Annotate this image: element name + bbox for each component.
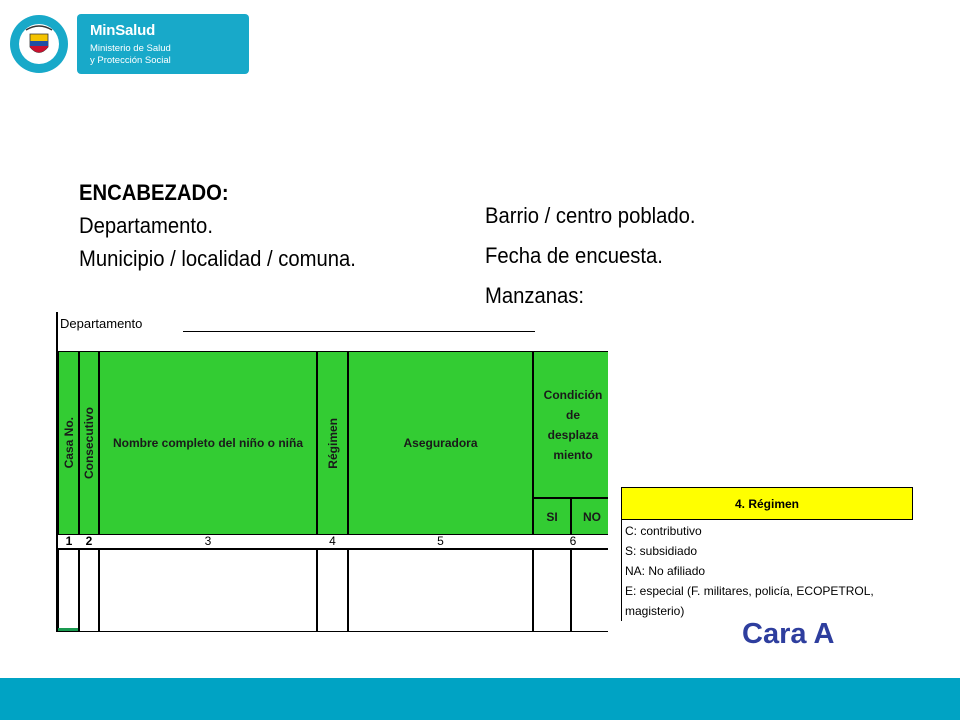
- data-cell-regimen: [317, 549, 348, 632]
- legend-item: C: contributivo: [625, 524, 702, 538]
- header-condicion-text: Condición de desplaza miento: [543, 387, 603, 462]
- header-consecutivo: [79, 351, 99, 535]
- footer-bar: [0, 678, 960, 720]
- colnum-1: 1: [65, 534, 73, 548]
- header-nombre: [99, 351, 317, 535]
- colnum-3: 3: [204, 534, 212, 548]
- manzanas-label: Manzanas:: [485, 283, 585, 308]
- data-cell-no: [571, 549, 608, 632]
- sheet-departamento-label: Departamento: [60, 316, 143, 331]
- barrio-label: Barrio / centro poblado.: [485, 203, 696, 228]
- legend-item: magisterio): [625, 604, 685, 618]
- header-no-text: NO: [583, 509, 601, 524]
- colnum-2: 2: [85, 534, 93, 548]
- legend-item: NA: No afiliado: [625, 564, 706, 578]
- regimen-legend: [621, 487, 913, 621]
- data-cell-casa: [58, 549, 79, 632]
- header-si: [533, 498, 571, 535]
- legend-title: 4. Régimen: [621, 487, 913, 520]
- header-si-text: SI: [546, 509, 558, 524]
- header-aseguradora: [348, 351, 533, 535]
- header-no: [571, 498, 608, 535]
- logo-subtitle-2: y Protección Social: [90, 55, 171, 66]
- encabezado-heading: ENCABEZADO:: [79, 180, 229, 205]
- form-sheet: [56, 312, 608, 632]
- colnum-6: 6: [569, 534, 577, 548]
- colnum-5: 5: [437, 534, 444, 548]
- legend-item: S: subsidiado: [625, 544, 698, 558]
- header-fields-right: [485, 196, 696, 316]
- header-fields-left: [79, 176, 356, 275]
- legend-body: [621, 520, 913, 621]
- departamento-label: Departamento.: [79, 213, 213, 238]
- data-cell-aseguradora: [348, 549, 533, 632]
- legend-item: E: especial (F. militares, policía, ECOPETROL,: [625, 584, 874, 598]
- colombia-seal-icon: [8, 14, 74, 74]
- header-aseguradora-text: Aseguradora: [403, 436, 478, 450]
- logo-title: MinSalud: [90, 22, 156, 39]
- header-regimen-text: Régimen: [325, 417, 340, 469]
- departamento-underline: [183, 331, 535, 332]
- header-condicion: [533, 351, 608, 498]
- minsalud-logo: [8, 14, 250, 74]
- colnum-4: 4: [329, 534, 336, 548]
- header-consecutivo-text: Consecutivo: [82, 406, 96, 479]
- municipio-label: Municipio / localidad / comuna.: [79, 246, 356, 271]
- selection-marker: [58, 628, 78, 631]
- cara-a-caption: Cara A: [742, 618, 835, 650]
- fecha-label: Fecha de encuesta.: [485, 243, 663, 268]
- data-cell-si: [533, 549, 571, 632]
- header-casa: [58, 351, 79, 535]
- logo-subtitle-1: Ministerio de Salud: [90, 43, 171, 54]
- header-casa-text: Casa No.: [61, 417, 76, 469]
- data-cell-consecutivo: [79, 549, 99, 632]
- header-regimen: [317, 351, 348, 535]
- logo-box: [77, 14, 249, 74]
- data-cell-nombre: [99, 549, 317, 632]
- header-nombre-text: Nombre completo del niño o niña: [112, 436, 303, 450]
